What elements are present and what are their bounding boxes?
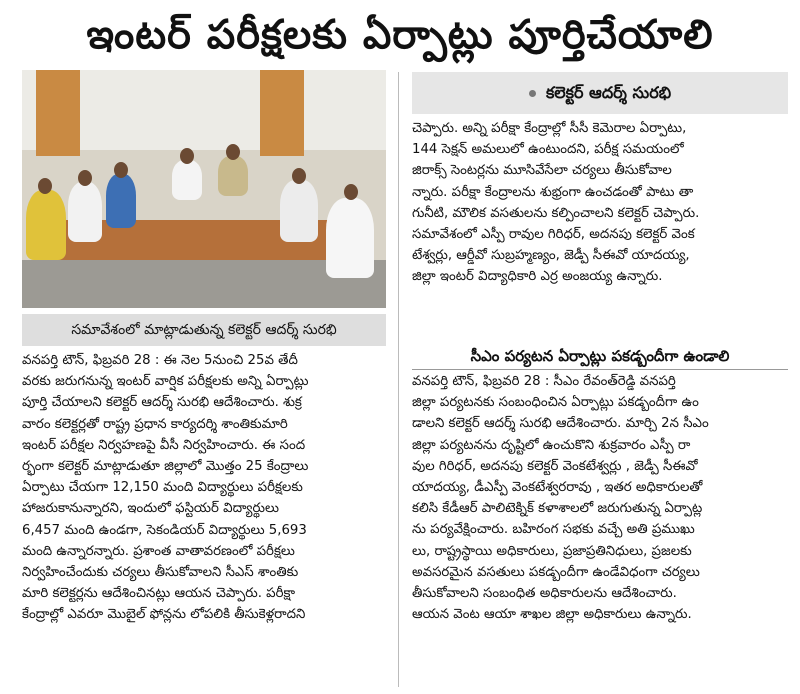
- article-line: 144 సెక్షన్ అమలులో ఉంటుందని, పరీక్ష సమయంలో: [412, 142, 684, 158]
- photo-person-head: [226, 144, 240, 160]
- article-line: జిల్లా పర్యటనకు సంబంధించిన ఏర్పాట్లు పకడ్బందీగా ఉం: [412, 395, 699, 411]
- photo-person-head: [78, 170, 92, 186]
- subheadline: సీఎం పర్యటన ఏర్పాట్లు పకడ్బందీగా ఉండాలి: [412, 343, 788, 370]
- article-line: డాలని కలెక్టర్ ఆదర్శ్ సురభి ఆదేశించారు. మార్చి 2న సీఎం: [412, 416, 709, 432]
- column-divider: [398, 72, 399, 687]
- article-line: పూర్తి చేయాలని కలెక్టర్ ఆదర్శ్ సురభి ఆదేశించారు. శుక్ర: [22, 395, 302, 411]
- photo-person: [68, 182, 102, 242]
- photo-caption: సమావేశంలో మాట్లాడుతున్న కలెక్టర్ ఆదర్శ్ సురభి: [22, 314, 386, 346]
- bullet-icon: [529, 90, 536, 97]
- photo-person-head: [292, 168, 306, 184]
- article-line: టేశ్వర్లు, ఆర్డీవో సుబ్రహ్మణ్యం, జెడ్పీ సీఈవో యాదయ్య,: [412, 248, 690, 264]
- photo-person: [218, 156, 248, 196]
- photo-person: [26, 190, 66, 260]
- photo-person-head: [114, 162, 128, 178]
- article-line: జిరాక్స్ సెంటర్లను మూసివేసేలా చర్యలు తీసుకోవాల: [412, 163, 672, 179]
- article-line: కలిసి కేడీఆర్ పాలిటెక్నిక్ కళాశాలలో జరుగుతున్న ఏర్పాట్ల: [412, 501, 703, 517]
- photo-person: [106, 174, 136, 228]
- article-line: లు, రాష్ట్రస్థాయి అధికారులు, ప్రజాప్రతినిధులు, ప్రజలకు: [412, 543, 692, 559]
- article-line: చెప్పారు. అన్ని పరీక్షా కేంద్రాల్లో సీసీ కెమెరాల ఏర్పాటు,: [412, 121, 687, 136]
- article-line: గునీటి, మౌలిక వసతులను కల్పించాలని కలెక్టర్ చెప్పారు.: [412, 205, 700, 221]
- article-line: న్నారు. పరీక్షా కేంద్రాలను శుభ్రంగా ఉంచడంతో పాటు తా: [412, 184, 694, 200]
- photo-person: [280, 180, 318, 242]
- article-line: నిర్వహించేందుకు చర్యలు తీసుకోవాలని సీఎస్ శాంతికు: [22, 565, 299, 581]
- article-line: ఏర్పాటు చేయగా 12,150 మంది విద్యార్థులు పరీక్షలకు: [22, 480, 303, 496]
- article-line: మంది ఉన్నారన్నారు. ప్రశాంత వాతావరణంలో పరీక్షలు: [22, 543, 295, 559]
- meeting-photo: [22, 70, 386, 308]
- article-line: ర్భంగా కలెక్టర్ మాట్లాడుతూ జిల్లాలో మొత్తం 25 కేంద్రాలు: [22, 459, 309, 475]
- article-line: సమావేశంలో ఎస్పీ రావుల గిరిధర్, అదనపు కలెక్టర్ వెంక: [412, 227, 695, 243]
- photo-person: [326, 198, 374, 278]
- right-article-top: [412, 118, 788, 288]
- article-line: అవసరమైన వసతులు పకడ్బందీగా ఉండేవిధంగా చర్యలు: [412, 564, 700, 580]
- article-line: ఆయన వెంట ఆయా శాఖల జిల్లా అధికారులు ఉన్నారు.: [412, 607, 692, 623]
- right-article-bottom: [412, 371, 788, 625]
- left-article: [22, 350, 386, 626]
- photo-person-head: [38, 178, 52, 194]
- article-line: వుల గిరిధర్, అదనపు కలెక్టర్ వెంకటేశ్వర్లు , జెడ్పీ సీఈవో: [412, 458, 698, 474]
- headline: ఇంటర్ పరీక్షలకు ఏర్పాట్లు పూర్తిచేయాలి: [86, 12, 714, 58]
- article-line: కేంద్రాల్లో ఎవరూ మొబైల్ ఫోన్లను లోపలికి తీసుకెళ్లరాదని: [22, 607, 306, 623]
- article-line: హాజరుకానున్నారని, ఇందులో ఫస్టియర్ విద్యార్థులు: [22, 501, 280, 517]
- article-line: జిల్లా పర్యటనను దృష్టిలో ఉంచుకొని శుక్రవారం ఎస్పీ రా: [412, 437, 691, 453]
- article-line: మారి కలెక్టర్లను ఆదేశించినట్లు ఆయన చెప్పారు. పరీక్షా: [22, 586, 296, 602]
- photo-person: [172, 160, 202, 200]
- article-line: వనపర్తి టౌన్, ఫిబ్రవరి 28 : ఈ నెల 5నుంచి 25వ తేదీ: [22, 353, 298, 368]
- article-line: తీసుకోవాలని సంబంధిత అధికారులను ఆదేశించారు.: [412, 586, 677, 602]
- byline: [412, 72, 788, 114]
- article-line: వారం కలెక్టర్లతో రాష్ట్ర ప్రధాన కార్యదర్శి శాంతికుమారి: [22, 416, 288, 432]
- article-line: యాదయ్య, డీఎస్పీ వెంకటేశ్వరరావు , ఇతర అధికారులతో: [412, 480, 703, 496]
- photo-door-left: [36, 70, 80, 156]
- article-line: 6,457 మంది ఉండగా, సెకండియర్ విద్యార్థులు 5,693: [22, 522, 307, 538]
- photo-person-head: [180, 148, 194, 164]
- byline-text: కలెక్టర్ ఆదర్శ్ సురభి: [545, 83, 672, 102]
- photo-door-right: [260, 70, 304, 156]
- article-line: వరకు జరుగనున్న ఇంటర్ వార్షిక పరీక్షలకు అన్ని ఏర్పాట్లు: [22, 374, 309, 390]
- article-line: జిల్లా ఇంటర్ విద్యాధికారి ఎర్ర అంజయ్య ఉన్నారు.: [412, 269, 663, 285]
- article-line: ఇంటర్ పరీక్షల నిర్వహణపై వీసీ నిర్వహించారు. ఈ సంద: [22, 437, 306, 453]
- article-line: వనపర్తి టౌన్, ఫిబ్రవరి 28 : సీఎం రేవంత్‌రెడ్డి వనపర్తి: [412, 374, 676, 389]
- photo-person-head: [344, 184, 358, 200]
- article-line: ను పర్యవేక్షించారు. బహిరంగ సభకు వచ్చే అతి ప్రముఖు: [412, 522, 695, 538]
